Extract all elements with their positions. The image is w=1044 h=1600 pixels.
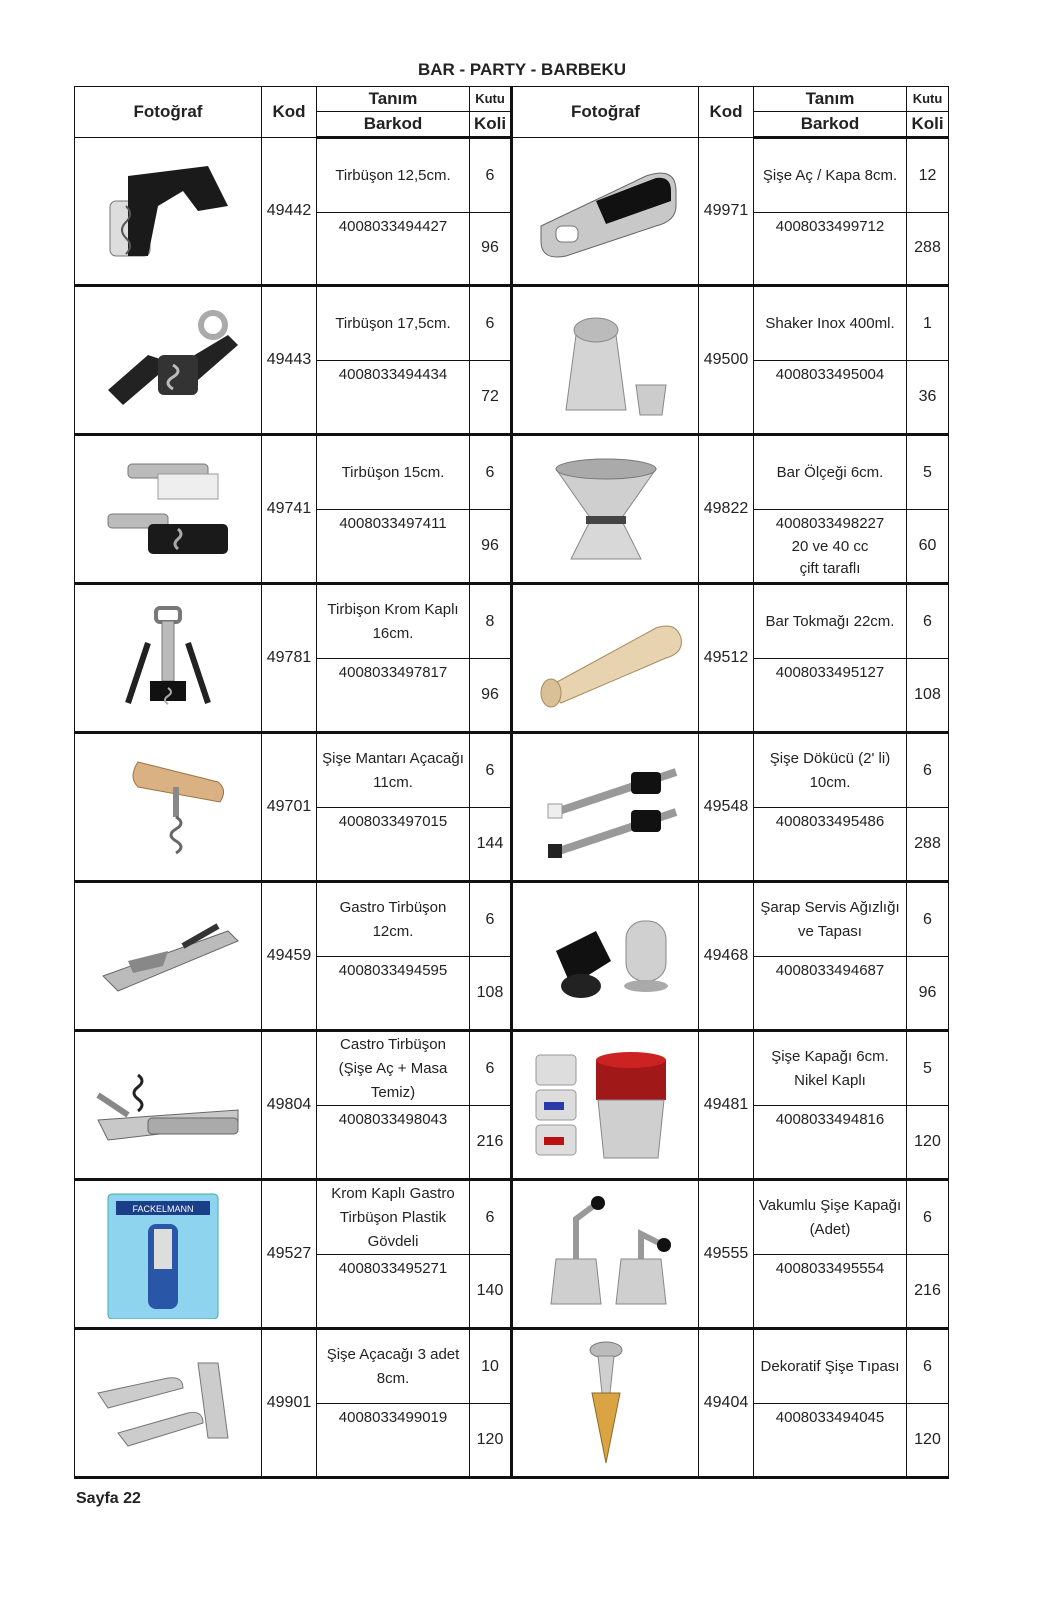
product-photo <box>512 286 699 435</box>
product-barcode: 4008033495554 <box>775 1260 885 1277</box>
product-code: 49741 <box>262 435 317 584</box>
product-name: Dekoratif Şişe Tıpası <box>754 1329 907 1404</box>
product-barcode-cell <box>317 659 470 733</box>
case-quantity: 144 <box>470 808 512 882</box>
vacuum-stopper-icon <box>526 1189 686 1319</box>
product-barcode: 4008033497411 <box>339 515 447 532</box>
product-row <box>75 882 949 957</box>
product-photo <box>75 138 262 286</box>
product-photo <box>75 1180 262 1329</box>
product-photo <box>75 733 262 882</box>
product-row <box>75 1180 949 1255</box>
wooden-corkscrew-icon <box>88 742 248 872</box>
product-photo <box>75 435 262 584</box>
product-code: 49555 <box>699 1180 754 1329</box>
case-quantity: 140 <box>470 1255 512 1329</box>
product-photo <box>75 882 262 1031</box>
product-code: 49443 <box>262 286 317 435</box>
product-row <box>75 733 949 808</box>
box-quantity: 6 <box>907 733 949 808</box>
product-row <box>75 584 949 659</box>
product-photo <box>75 1329 262 1478</box>
product-name: Tirbüşon 15cm. <box>317 435 470 510</box>
product-barcode-cell <box>754 659 907 733</box>
product-photo <box>512 1031 699 1180</box>
header-photo: Fotoğraf <box>75 87 262 138</box>
product-barcode: 4008033497015 <box>338 813 448 830</box>
header-code-right: Kod <box>699 87 754 138</box>
multi-corkscrew-icon <box>88 1040 248 1170</box>
case-quantity: 216 <box>907 1255 949 1329</box>
product-name: Şişe Kapağı 6cm. Nikel Kaplı <box>754 1031 907 1106</box>
pourer-icon <box>526 742 686 872</box>
box-quantity: 10 <box>470 1329 512 1404</box>
product-barcode-cell <box>317 1255 470 1329</box>
header-box: Kutu <box>470 87 512 112</box>
product-code: 49459 <box>262 882 317 1031</box>
product-name: Şişe Açacağı 3 adet 8cm. <box>317 1329 470 1404</box>
product-barcode: 4008033494045 <box>775 1409 885 1426</box>
product-barcode-cell <box>317 361 470 435</box>
product-code: 49971 <box>699 138 754 286</box>
wing-corkscrew-chrome-icon <box>88 593 248 723</box>
case-quantity: 216 <box>470 1106 512 1180</box>
product-barcode: 4008033497817 <box>338 664 448 681</box>
case-quantity: 96 <box>470 659 512 733</box>
box-quantity: 6 <box>907 1329 949 1404</box>
box-quantity: 6 <box>907 1180 949 1255</box>
box-quantity: 6 <box>470 138 512 213</box>
t-corkscrew-icon <box>88 444 248 574</box>
product-barcode: 4008033494816 <box>775 1111 885 1128</box>
product-barcode-cell <box>754 1404 907 1478</box>
product-barcode: 4008033498227 <box>775 515 885 532</box>
product-photo <box>512 584 699 733</box>
case-quantity: 72 <box>470 361 512 435</box>
product-code: 49781 <box>262 584 317 733</box>
product-name: Şişe Aç / Kapa 8cm. <box>754 138 907 213</box>
product-barcode: 4008033495271 <box>338 1260 448 1277</box>
packaged-corkscrew-icon <box>88 1189 248 1319</box>
product-name: Tirbişon Krom Kaplı 16cm. <box>317 584 470 659</box>
jigger-icon <box>526 444 686 574</box>
product-barcode-cell <box>754 213 907 286</box>
page-footer: Sayfa 22 <box>76 1490 141 1507</box>
box-quantity: 5 <box>907 435 949 510</box>
case-quantity: 288 <box>907 808 949 882</box>
case-quantity: 120 <box>907 1404 949 1478</box>
product-code: 49442 <box>262 138 317 286</box>
product-barcode-cell <box>317 808 470 882</box>
header-case: Koli <box>470 112 512 138</box>
header-case-right: Koli <box>907 112 949 138</box>
case-quantity: 60 <box>907 510 949 584</box>
product-code: 49468 <box>699 882 754 1031</box>
product-name: Şarap Servis Ağızlığı ve Tapası <box>754 882 907 957</box>
product-code: 49822 <box>699 435 754 584</box>
box-quantity: 6 <box>470 1031 512 1106</box>
product-code: 49500 <box>699 286 754 435</box>
bottle-openers-set-icon <box>88 1338 248 1468</box>
product-barcode: 4008033495486 <box>775 813 885 830</box>
box-quantity: 5 <box>907 1031 949 1106</box>
muddler-icon <box>526 593 686 723</box>
product-name: Tirbüşon 12,5cm. <box>317 138 470 213</box>
product-code: 49548 <box>699 733 754 882</box>
box-quantity: 6 <box>470 435 512 510</box>
product-barcode: 4008033494595 <box>338 962 448 979</box>
product-name: Şişe Mantarı Açacağı 11cm. <box>317 733 470 808</box>
product-barcode-cell <box>317 1106 470 1180</box>
product-row <box>75 286 949 361</box>
product-code: 49481 <box>699 1031 754 1180</box>
case-quantity: 288 <box>907 213 949 286</box>
product-barcode-cell <box>754 957 907 1031</box>
champagne-stopper-icon <box>526 1040 686 1170</box>
wing-corkscrew-icon <box>88 295 248 425</box>
header-box-right: Kutu <box>907 87 949 112</box>
box-quantity: 6 <box>470 286 512 361</box>
product-barcode-cell <box>754 1106 907 1180</box>
product-name: Şişe Dökücü (2' li) 10cm. <box>754 733 907 808</box>
product-barcode-cell <box>754 1255 907 1329</box>
product-row <box>75 1031 949 1106</box>
product-barcode-cell <box>754 510 907 584</box>
box-quantity: 6 <box>470 733 512 808</box>
product-barcode-cell <box>317 510 470 584</box>
product-name: Bar Tokmağı 22cm. <box>754 584 907 659</box>
product-row <box>75 435 949 510</box>
case-quantity: 36 <box>907 361 949 435</box>
product-name: Bar Ölçeği 6cm. <box>754 435 907 510</box>
product-code: 49701 <box>262 733 317 882</box>
product-barcode: 4008033499019 <box>338 1409 448 1426</box>
case-quantity: 120 <box>907 1106 949 1180</box>
case-quantity: 108 <box>470 957 512 1031</box>
product-name: Krom Kaplı Gastro Tirbüşon Plastik Gövdeli <box>317 1180 470 1255</box>
header-name-right: Tanım <box>754 87 907 112</box>
product-code: 49512 <box>699 584 754 733</box>
wine-pourer-stopper-icon <box>526 891 686 1021</box>
product-photo <box>512 435 699 584</box>
waiter-corkscrew-icon <box>88 891 248 1021</box>
product-code: 49804 <box>262 1031 317 1180</box>
case-quantity: 108 <box>907 659 949 733</box>
product-photo <box>512 1329 699 1478</box>
product-barcode: 4008033494427 <box>338 218 448 235</box>
decorative-stopper-icon <box>526 1338 686 1468</box>
box-quantity: 1 <box>907 286 949 361</box>
product-barcode: 4008033494687 <box>775 962 885 979</box>
product-photo <box>75 584 262 733</box>
product-row <box>75 1329 949 1404</box>
product-name: Gastro Tirbüşon 12cm. <box>317 882 470 957</box>
box-quantity: 6 <box>470 882 512 957</box>
product-photo <box>75 1031 262 1180</box>
case-quantity: 120 <box>470 1404 512 1478</box>
header-barcode: Barkod <box>317 112 470 138</box>
product-name: Vakumlu Şişe Kapağı (Adet) <box>754 1180 907 1255</box>
product-photo <box>75 286 262 435</box>
case-quantity: 96 <box>470 510 512 584</box>
product-name: Tirbüşon 17,5cm. <box>317 286 470 361</box>
product-name: Castro Tirbüşon (Şişe Aç + Masa Temiz) <box>317 1031 470 1106</box>
product-catalog-table <box>74 86 949 1479</box>
product-photo <box>512 882 699 1031</box>
header-barcode-right: Barkod <box>754 112 907 138</box>
product-photo <box>512 733 699 882</box>
product-code: 49901 <box>262 1329 317 1478</box>
product-barcode: 4008033495004 <box>775 366 885 383</box>
product-barcode-cell <box>754 361 907 435</box>
box-quantity: 12 <box>907 138 949 213</box>
header-name: Tanım <box>317 87 470 112</box>
case-quantity: 96 <box>470 213 512 286</box>
product-name: Shaker Inox 400ml. <box>754 286 907 361</box>
product-barcode-cell <box>317 1404 470 1478</box>
package-brand-label: FACKELMANN <box>132 1204 194 1214</box>
box-quantity: 8 <box>470 584 512 659</box>
product-code: 49404 <box>699 1329 754 1478</box>
product-code: 49527 <box>262 1180 317 1329</box>
product-photo <box>512 138 699 286</box>
barcode-note: 20 ve 40 cc çift taraflı <box>791 538 869 577</box>
box-quantity: 6 <box>907 584 949 659</box>
header-code: Kod <box>262 87 317 138</box>
product-barcode: 4008033499712 <box>775 218 885 235</box>
header-photo-right: Fotoğraf <box>512 87 699 138</box>
box-quantity: 6 <box>907 882 949 957</box>
product-photo <box>512 1180 699 1329</box>
product-barcode: 4008033498043 <box>338 1111 448 1128</box>
header-row <box>75 87 949 112</box>
box-quantity: 6 <box>470 1180 512 1255</box>
page-title: BAR - PARTY - BARBEKU <box>417 60 627 79</box>
product-barcode-cell <box>317 213 470 286</box>
case-quantity: 96 <box>907 957 949 1031</box>
product-barcode: 4008033495127 <box>775 664 885 681</box>
shaker-icon <box>526 295 686 425</box>
bottle-opener-icon <box>526 146 686 276</box>
product-barcode-cell <box>754 808 907 882</box>
product-barcode: 4008033494434 <box>338 366 448 383</box>
product-row <box>75 138 949 213</box>
product-barcode-cell <box>317 957 470 1031</box>
corkscrew-lever-icon <box>88 146 248 276</box>
